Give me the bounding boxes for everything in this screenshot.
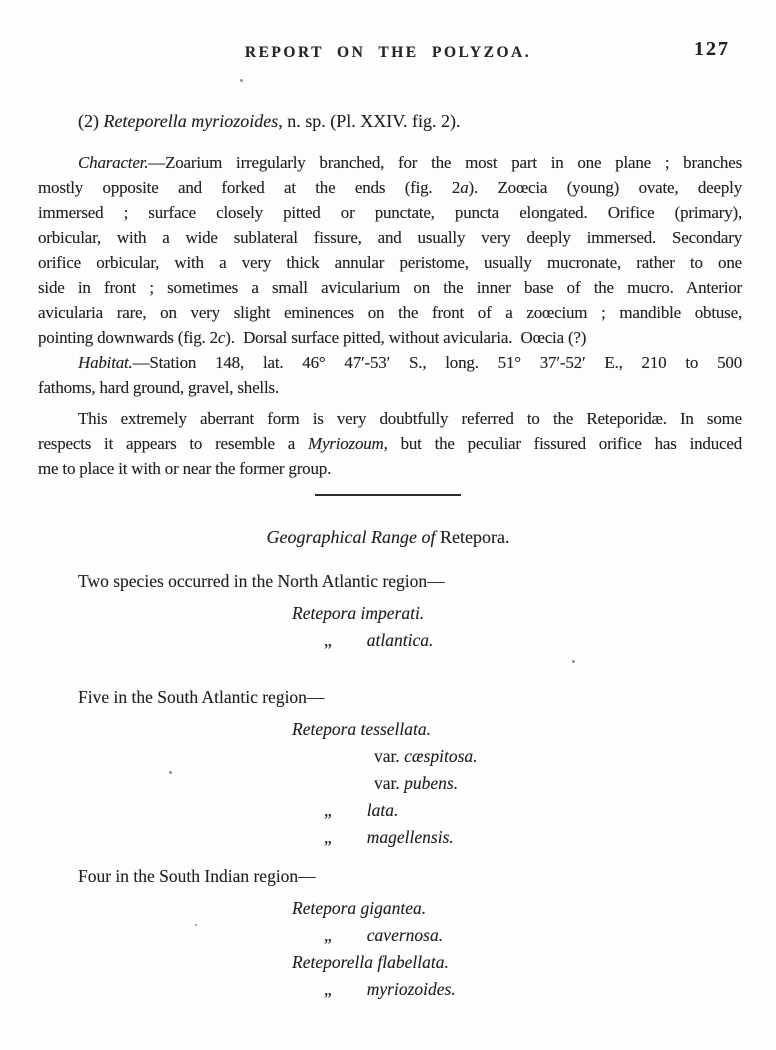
text-segment: —Zoarium irregularly branched, for the most part in one plane ; branches: [148, 153, 742, 172]
species-entry: [374, 770, 776, 797]
italic-text-segment: lata.: [366, 800, 399, 820]
text-line: [38, 406, 742, 431]
text-segment: orifice orbicular, with a very thick annular peristome, usually mucronate, rather to one: [38, 253, 742, 272]
text-segment: , n. sp. (Pl. XXIV. fig. 2).: [278, 111, 461, 131]
text-segment: var.: [374, 746, 405, 766]
text-segment: orbicular, with a wide sublateral fissure, and usually very deeply immersed. Secondary: [38, 228, 742, 247]
species-entry: [292, 716, 776, 743]
italic-text-segment: a: [460, 178, 469, 197]
text-segment: „: [324, 979, 332, 999]
species-entry: [324, 627, 776, 654]
text-segment: ). Dorsal surface pitted, without avicularia. Oœcia (?): [225, 328, 587, 347]
scan-speck: [169, 771, 172, 774]
species-entry: [292, 895, 776, 922]
text-segment: fathoms, hard ground, gravel, shells.: [38, 378, 279, 397]
text-line: [38, 225, 742, 250]
range-section-title: [0, 524, 776, 550]
text-segment: [332, 800, 367, 820]
species-entry: [324, 976, 776, 1003]
geographical-range-groups: [38, 568, 776, 1003]
text-segment: This extremely aberrant form is very doubtfully referred to the Reteporidæ. In some: [78, 409, 742, 428]
text-segment: immersed ; surface closely pitted or punctate, puncta elongated. Orifice (primary),: [38, 203, 742, 222]
species-heading: [78, 108, 776, 134]
text-line: [38, 350, 742, 375]
species-entry: [324, 824, 776, 851]
italic-text-segment: Retepora tessellata.: [292, 719, 432, 739]
region-group: [38, 684, 776, 851]
character-paragraph: [38, 150, 742, 350]
text-line: [38, 175, 742, 200]
species-entry: [324, 797, 776, 824]
text-segment: avicularia rare, on very slight eminences on the front of a zoœcium ; mandible obtuse,: [38, 303, 742, 322]
italic-text-segment: magellensis.: [366, 827, 454, 847]
text-segment: mostly opposite and forked at the ends (fig. 2: [38, 178, 461, 197]
text-segment: Retepora.: [440, 527, 510, 547]
italic-text-segment: Geographical Range of: [266, 527, 440, 547]
text-segment: „: [324, 827, 332, 847]
scan-speck: [572, 660, 575, 663]
text-segment: [332, 630, 367, 650]
region-group: [38, 863, 776, 1003]
text-segment: [332, 827, 367, 847]
remarks-paragraph: [38, 406, 742, 481]
text-segment: pointing downwards (fig. 2: [38, 328, 218, 347]
scan-speck: [240, 79, 243, 82]
italic-text-segment: c: [217, 328, 226, 347]
page-number: 127: [694, 38, 730, 60]
text-line: [38, 150, 742, 175]
italic-text-segment: Reteporella flabellata.: [292, 952, 449, 972]
text-segment: „: [324, 800, 332, 820]
text-segment: var.: [374, 773, 405, 793]
italic-text-segment: Reteporella myriozoides: [103, 111, 279, 131]
species-entry: [292, 600, 776, 627]
text-segment: [332, 925, 367, 945]
scan-speck: [195, 924, 197, 926]
region-intro: Five in the South Atlantic region—: [78, 687, 325, 707]
italic-text-segment: pubens.: [404, 773, 459, 793]
running-title: REPORT ON THE POLYZOA.: [244, 44, 532, 61]
section-divider-rule: [315, 494, 461, 496]
italic-text-segment: cavernosa.: [366, 925, 444, 945]
text-line: [38, 456, 742, 481]
text-segment: side in front ; sometimes a small avicularium on the inner base of the mucro. Anterior: [38, 278, 742, 297]
italic-text-segment: atlantica.: [366, 630, 434, 650]
italic-text-segment: Habitat.: [78, 353, 133, 372]
region-intro: Four in the South Indian region—: [78, 866, 316, 886]
species-entry: [324, 922, 776, 949]
text-segment: respects it appears to resemble a: [38, 434, 308, 453]
text-line: [38, 300, 742, 325]
text-segment: „: [324, 630, 332, 650]
text-segment: —Station 148, lat. 46° 47′-53′ S., long. 51° 37′-52′ E., 210 to 500: [132, 353, 742, 372]
region-intro: Two species occurred in the North Atlantic region—: [78, 571, 445, 591]
species-entry: [374, 743, 776, 770]
region-group: [38, 568, 776, 654]
italic-text-segment: myriozoides.: [366, 979, 456, 999]
text-segment: [332, 979, 367, 999]
text-line: [38, 325, 742, 350]
italic-text-segment: Retepora imperati.: [292, 603, 425, 623]
habitat-paragraph: [38, 350, 742, 400]
text-line: [38, 250, 742, 275]
text-line: [38, 275, 742, 300]
text-segment: ). Zoœcia (young) ovate, deeply: [468, 178, 742, 197]
species-entry: [292, 949, 776, 976]
text-segment: me to place it with or near the former group.: [38, 459, 332, 478]
text-line: [38, 200, 742, 225]
italic-text-segment: Character.: [78, 153, 149, 172]
text-line: [38, 431, 742, 456]
text-segment: (2): [78, 111, 104, 131]
text-line: [38, 375, 742, 400]
text-segment: „: [324, 925, 332, 945]
italic-text-segment: Retepora gigantea.: [292, 898, 427, 918]
italic-text-segment: Myriozoum: [307, 434, 384, 453]
text-segment: , but the peculiar fissured orifice has induced: [383, 434, 742, 453]
page-header: [0, 38, 776, 68]
italic-text-segment: cæspitosa.: [404, 746, 478, 766]
